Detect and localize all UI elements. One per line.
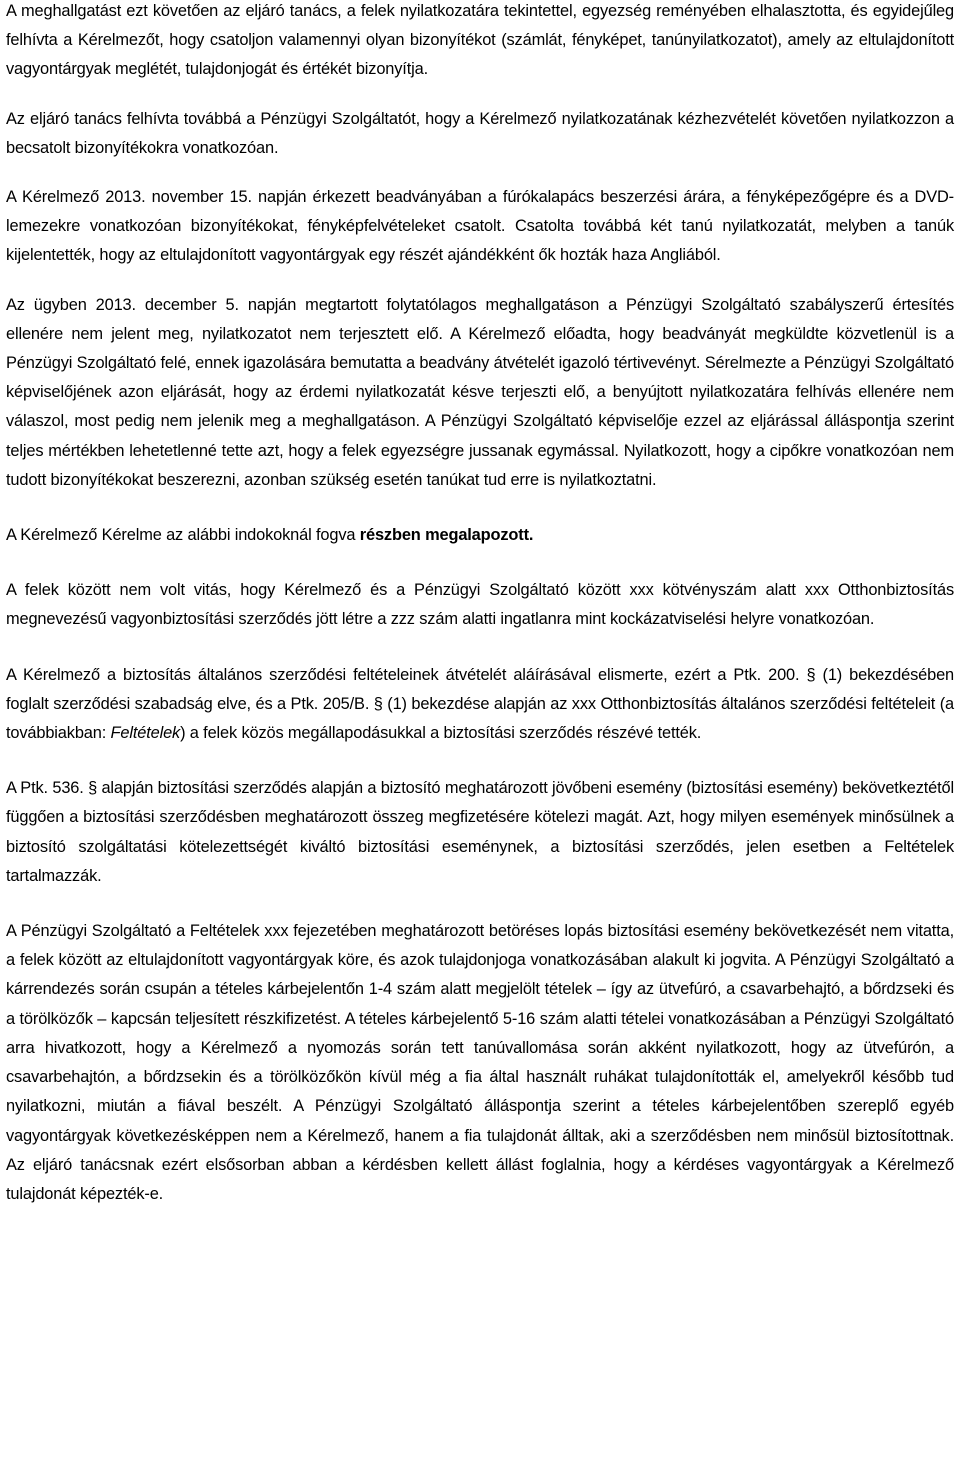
paragraph-service-provider-invited: Az eljáró tanács felhívta továbbá a Pénzügyi Szolgáltatót, hogy a Kérelmező nyilatkozatának kézhezvételét követően nyilatkozzon a becsatolt bizonyítékokra vonatkozóan. [6, 109, 954, 157]
paragraph-spacer [6, 85, 954, 105]
paragraph-contract-undisputed: A felek között nem volt vitás, hogy Kérelmező és a Pénzügyi Szolgáltató között xxx kötvényszám alatt xxx Otthonbiztosítás megnevezésű vagyonbiztosítási szerződés jött létre a zzz szám alatti ingatlanra mint kockázatviselési helyre vonatkozóan. [6, 581, 954, 629]
paragraph-continued-hearing: Az ügyben 2013. december 5. napján megtartott folytatólagos meghallgatáson a Pénzügyi Szolgáltató szabályszerű értesítés ellenére nem jelent meg, nyilatkozatot nem terjesztett elő. A Kérelmező előadta, hogy beadványát megküldte közvetlenül is a Pénzügyi Szolgáltató felé, ennek igazolására bemutatta a beadvány átvételét igazoló tértivevényt. Sérelmezte a Pénzügyi Szolgáltató képviselőjének azon eljárását, hogy az érdemi nyilatkozatát késve terjeszti elő, a benyújtott nyilatkozatára felhívás ellenére nem válaszol, most pedig nem jelenik meg a meghallgatáson. A Pénzügyi Szolgáltató képviselője ezzel az eljárással álláspontja szerint teljes mértékben lehetetlenné tette azt, hogy a felek egyezségre jussanak egymással. Nyilatkozott, hogy a cipőkre vonatkozóan nem tudott bizonyítékokat beszerezni, azonban szükség esetén tanúkat tud erre is nyilatkoztatni. [6, 295, 954, 489]
paragraph-hearing-postponed: A meghallgatást ezt követően az eljáró tanács, a felek nyilatkozatára tekintettel, egyezség reményében elhalasztotta, és egyidejűleg felhívta a Kérelmezőt, hogy csatoljon valamennyi olyan bizonyítékot (számlát, fényképet, tanúnyilatkozatot), amely az eltulajdonított vagyontárgyak meglétét, tulajdonjogát és értékét bizonyítja. [6, 2, 954, 79]
general-terms-text: A Kérelmező a biztosítás általános szerződési feltételeinek átvételét aláírásával elismerte, ezért a Ptk. 200. § (1) bekezdésében foglalt szerződési szabadság elve, és a Ptk. 205/B. § (1) bekezdése alapján az xxx Otthonbiztosítás általános szerződési feltételeit (a továbbiakban: [6, 665, 954, 743]
paragraph-spacer [6, 271, 954, 291]
paragraph-spacer [6, 163, 954, 183]
decision-text: A Kérelmező Kérelme az alábbi indokoknál fogva [6, 526, 360, 545]
paragraph-general-terms [6, 661, 954, 749]
paragraph-decision-statement [6, 521, 954, 550]
paragraph-spacer [6, 635, 954, 661]
paragraph-spacer [6, 495, 954, 521]
paragraph-spacer [6, 748, 954, 774]
paragraph-ptk-536: A Ptk. 536. § alapján biztosítási szerződés alapján a biztosító meghatározott jövőbeni esemény (biztosítási esemény) bekövetkeztétől függően a biztosítási szerződésben meghatározott összeg megfizetésére kötelezi magát. Azt, hogy milyen események minősülnek a biztosító szolgáltatási kötelezettségét kiváltó biztosítási eseménynek, a biztosítási szerződés, jelen esetben a Feltételek tartalmazzák. [6, 779, 954, 885]
paragraph-burglary-dispute: A Pénzügyi Szolgáltató a Feltételek xxx fejezetében meghatározott betöréses lopás biztosítási esemény bekövetkezését nem vitatta, a felek között az eltulajdonított vagyontárgyak köre, és azok tulajdonjoga vonatkozásában alakult ki jogvita. A Pénzügyi Szolgáltató a kárrendezés során csupán a tételes kárbejelentőn 1-4 szám alatt megjelölt tételek – így az ütvefúró, a csavarbehajtó, a bőrdzseki és a törölközők – kapcsán teljesített részkifizetést. A tételes kárbejelentő 5-16 szám alatti tételei vonatkozásában a Pénzügyi Szolgáltató arra hivatkozott, hogy a Kérelmező a nyomozás során tett tanúvallomása során akként nyilatkozott, hogy az ütvefúrón, a csavarbehajtón, a bőrdzsekin és a törölközőkön kívül még a fia által használt ruhákat tulajdonították el, amelyekről később tud nyilatkozni, miután a fiával beszélt. A Pénzügyi Szolgáltató álláspontja szerint a tételes kárbejelentőben szereplő egyéb vagyontárgyak következésképpen nem a Kérelmező, hanem a fia tulajdonát álltak, aki a szerződésben nem minősül biztosítottnak. Az eljáró tanácsnak ezért elsősorban abban a kérdésben kellett állást foglalnia, hogy a kérdéses vagyontárgyak a Kérelmező tulajdonát képezték-e. [6, 922, 954, 1203]
decision-outcome: részben megalapozott. [359, 526, 534, 545]
paragraph-spacer [6, 891, 954, 917]
paragraph-spacer [6, 550, 954, 576]
defined-term-feltetelek: Feltételek [110, 724, 181, 743]
general-terms-text-end: ) a felek közös megállapodásukkal a biztosítási szerződés részévé tették. [180, 724, 702, 743]
paragraph-applicant-submission: A Kérelmező 2013. november 15. napján érkezett beadványában a fúrókalapács beszerzési árára, a fényképezőgépre és a DVD-lemezekre vonatkozóan bizonyítékokat, fényképfelvételeket csatolt. Csatolta továbbá két tanú nyilatkozatát, melyben a tanúk kijelentették, hogy az eltulajdonított vagyontárgyak egy részét ajándékként ők hozták haza Angliából. [6, 188, 954, 265]
